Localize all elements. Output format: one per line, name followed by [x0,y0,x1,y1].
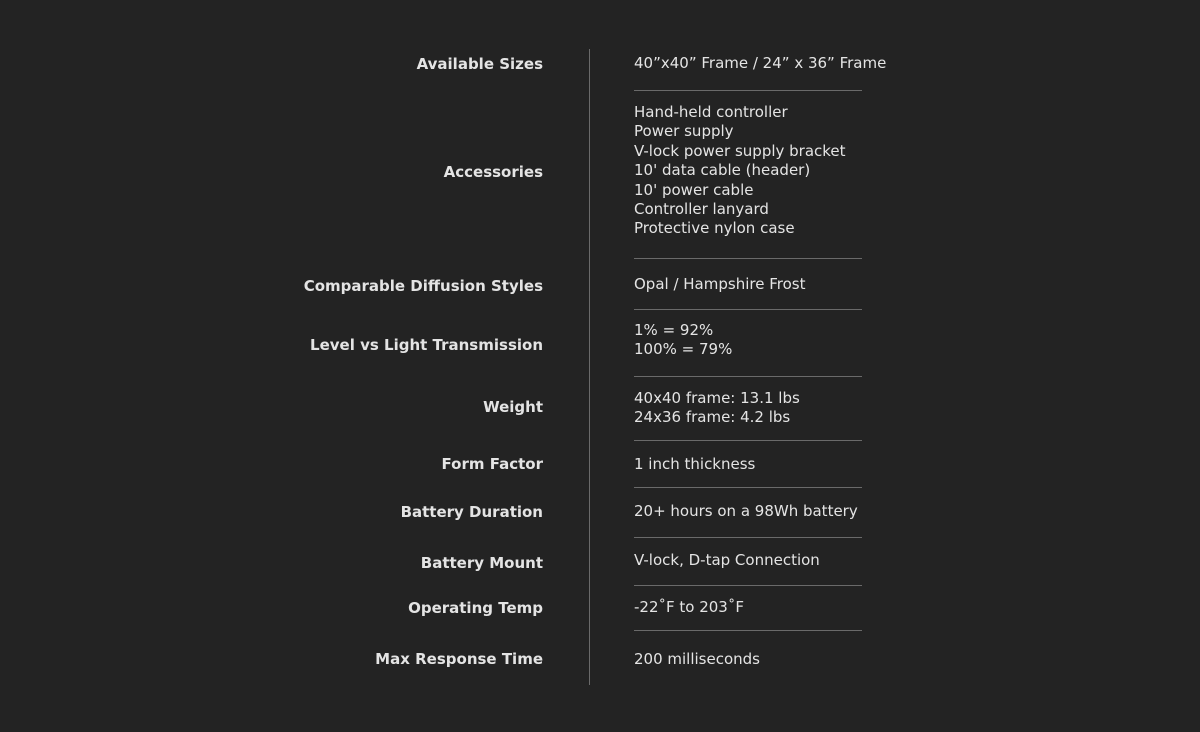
spec-value-line: Opal / Hampshire Frost [634,275,806,293]
spec-label-available-sizes: Available Sizes [416,55,543,73]
spec-value-operating-temp [634,598,744,617]
row-separator [634,440,862,441]
spec-label-level-vs-light-transmission: Level vs Light Transmission [310,336,543,354]
spec-value-line: Power supply [634,122,734,141]
spec-value-line: 1 inch thickness [634,455,756,473]
spec-value-line: 24x36 frame: 4.2 lbs [634,408,791,427]
spec-value-form-factor [634,455,755,474]
spec-value-line: 1% = 92% [634,321,714,339]
spec-value-accessories [634,103,846,239]
spec-value-max-response-time [634,650,760,669]
row-separator [634,487,862,488]
row-separator [634,537,862,538]
spec-value-line: 20+ hours on a 98Wh battery [634,502,858,520]
spec-value-line: V-lock, D-tap Connection [634,551,820,569]
column-divider [589,49,590,685]
spec-label-form-factor: Form Factor [441,455,543,473]
spec-value-level-vs-light-transmission [634,321,732,360]
row-separator [634,90,862,91]
spec-value-battery-duration [634,502,858,521]
spec-value-comparable-diffusion-styles [634,275,805,294]
spec-value-available-sizes [634,54,886,73]
spec-value-line: 100% = 79% [634,340,733,359]
spec-value-line: 40”x40” Frame / 24” x 36” Frame [634,54,887,72]
spec-value-line: -22˚F to 203˚F [634,598,744,616]
spec-value-weight [634,389,800,428]
row-separator [634,258,862,259]
spec-label-battery-mount: Battery Mount [420,554,543,572]
row-separator [634,585,862,586]
spec-value-battery-mount [634,551,820,570]
spec-value-line: 40x40 frame: 13.1 lbs [634,389,800,407]
spec-value-line: 10' power cable [634,180,754,199]
row-separator [634,630,862,631]
spec-label-max-response-time: Max Response Time [375,650,543,668]
row-separator [634,376,862,377]
spec-value-line: 10' data cable (header) [634,161,811,180]
spec-value-line: V-lock power supply bracket [634,141,846,160]
spec-value-line: Protective nylon case [634,219,795,238]
spec-value-line: 200 milliseconds [634,650,760,668]
row-separator [634,309,862,310]
spec-label-accessories: Accessories [443,163,543,181]
spec-value-line: Hand-held controller [634,103,788,121]
spec-label-comparable-diffusion-styles: Comparable Diffusion Styles [303,277,543,295]
spec-value-line: Controller lanyard [634,200,769,219]
spec-label-operating-temp: Operating Temp [408,599,543,617]
spec-label-battery-duration: Battery Duration [400,503,543,521]
spec-label-weight: Weight [483,398,543,416]
